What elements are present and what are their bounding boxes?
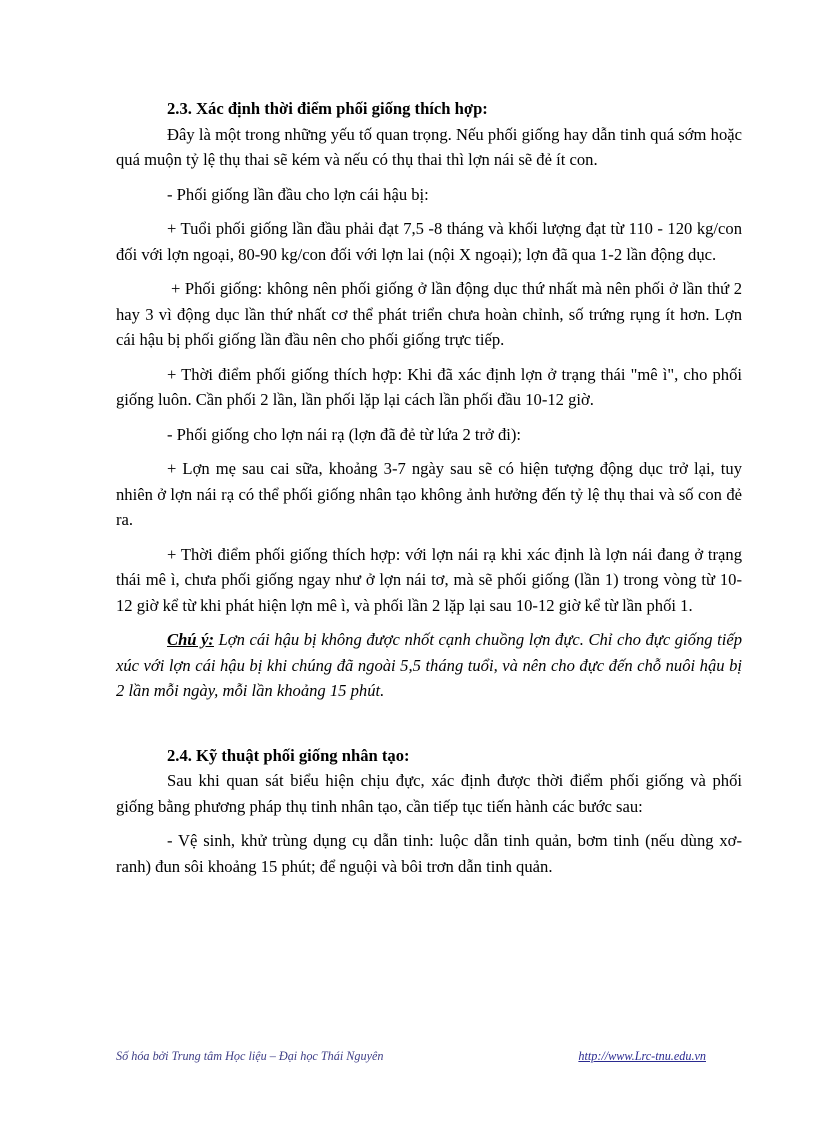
note-text: Lợn cái hậu bị không được nhốt cạnh chuồng lợn đực. Chỉ cho đực giống tiếp xúc với lợn cái hậu bị khi chúng đã ngoài 5,5 tháng tuổi, và nên cho đực đến chỗ nuôi hậu bị 2 lần mỗi ngày, mỗi lần khoảng 15 phút. [116, 630, 742, 700]
footer-link[interactable]: http://www.Lrc-tnu.edu.vn [578, 1049, 706, 1063]
paragraph: + Thời điểm phối giống thích hợp: Khi đã xác định lợn ở trạng thái "mê ì", cho phối giống luôn. Cần phối 2 lần, lần phối lặp lại cách lần phối đầu 10-12 giờ. [116, 364, 742, 409]
paragraph: + Thời điểm phối giống thích hợp: với lợn nái rạ khi xác định là lợn nái đang ở trạng thái mê ì, chưa phối giống ngay như ở lợn nái tơ, mà sẽ phối giống (lần 1) trong vòng từ 10-12 giờ kể từ khi phát hiện lợn mê ì, và phối lần 2 lặp lại sau 10-12 giờ kể từ lần phối 1. [116, 544, 742, 615]
paragraph: - Vệ sinh, khử trùng dụng cụ dẫn tinh: luộc dẫn tinh quản, bơm tinh (nếu dùng xơ-ranh) đun sôi khoảng 15 phút; để nguội và bôi trơn dẫn tinh quản. [116, 831, 742, 876]
section-spacer [116, 713, 742, 743]
paragraph: + Lợn mẹ sau cai sữa, khoảng 3-7 ngày sau sẽ có hiện tượng động dục trở lại, tuy nhiên ở lợn nái rạ có thể phối giống nhân tạo không ảnh hưởng đến tỷ lệ thụ thai và số con đẻ ra. [116, 459, 742, 529]
document-body [116, 96, 742, 888]
paragraph: Sau khi quan sát biểu hiện chịu đực, xác định được thời điểm phối giống và phối giống bằng phương pháp thụ tinh nhân tạo, cần tiếp tục tiến hành các bước sau: [116, 771, 742, 816]
paragraph: + Tuổi phối giống lần đầu phải đạt 7,5 -8 tháng và khối lượng đạt từ 110 - 120 kg/con đối với lợn ngoại, 80-90 kg/con đối với lợn lai (nội X ngoại); lợn đã qua 1-2 lần động dục. [116, 219, 742, 264]
paragraph: - Phối giống cho lợn nái rạ (lợn đã đẻ từ lứa 2 trở đi): [167, 424, 521, 444]
footer-credit: Số hóa bởi Trung tâm Học liệu – Đại học Thái Nguyên [116, 1049, 384, 1063]
note-paragraph [116, 627, 742, 704]
paragraph: Đây là một trong những yếu tố quan trọng. Nếu phối giống hay dẫn tinh quá sớm hoặc quá muộn tỷ lệ thụ thai sẽ kém và nếu có thụ thai thì lợn nái sẽ đẻ ít con. [116, 124, 742, 169]
paragraph: - Phối giống lần đầu cho lợn cái hậu bị: [167, 184, 429, 204]
note-label: Chú ý: [167, 630, 214, 649]
section-heading: 2.4. Kỹ thuật phối giống nhân tạo: [167, 745, 410, 765]
paragraph: + Phối giống: không nên phối giống ở lần động dục thứ nhất mà nên phối ở lần thứ 2 hay 3 vì động dục lần thứ nhất cơ thể phát triển chưa hoàn chỉnh, số trứng rụng ít hơn. Lợn cái hậu bị phối giống lần đầu nên cho phối giống trực tiếp. [116, 279, 742, 349]
section-heading: 2.3. Xác định thời điểm phối giống thích hợp: [167, 99, 488, 118]
